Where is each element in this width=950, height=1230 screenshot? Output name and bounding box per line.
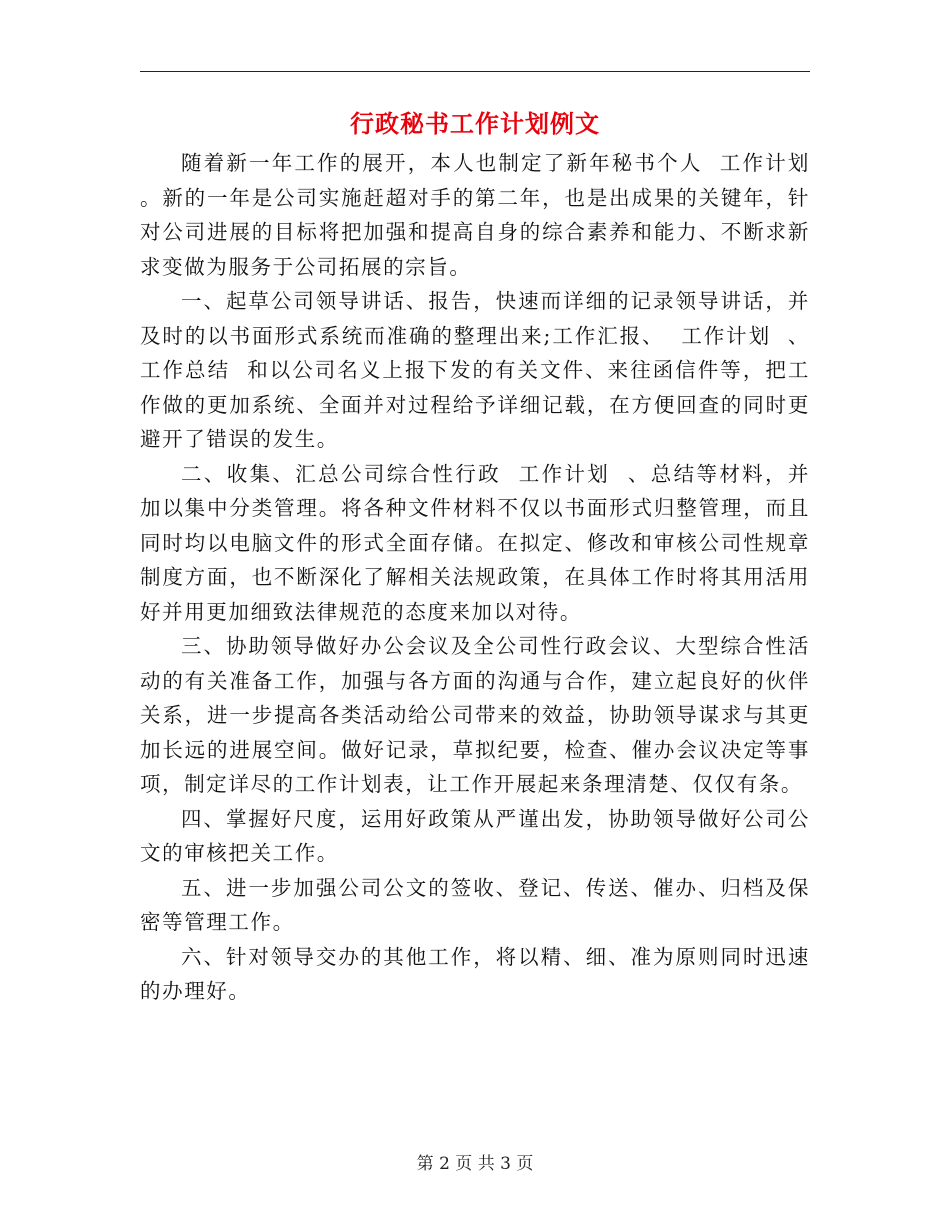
paragraph-intro: 随着新一年工作的展开，本人也制定了新年秘书个人 工作计划 。新的一年是公司实施赶超对手的第二年，也是出成果的关键年，针对公司进展的目标将把加强和提高自身的综合素养和能力、不断求新求变做为服务于公司拓展的宗旨。 <box>140 151 827 279</box>
paragraph-item-1: 一、起草公司领导讲话、报告，快速而详细的记录领导讲话，并及时的以书面形式系统而准确的整理出来;工作汇报、 工作计划 、 工作总结 和以公司名义上报下发的有关文件、来往函信件等，把工作做的更加系统、全面并对过程给予详细记载，在方便回查的同时更避开了错误的发生。 <box>140 289 827 451</box>
paragraph-item-2: 二、收集、汇总公司综合性行政 工作计划 、总结等材料，并加以集中分类管理。将各种文件材料不仅以书面形式归整管理，而且同时均以电脑文件的形式全面存储。在拟定、修改和审核公司性规章制度方面，也不断深化了解相关法规政策，在具体工作时将其用活用好并用更加细致法律规范的态度来加以对待。 <box>140 461 810 624</box>
paragraph-item-5: 五、进一步加强公司公文的签收、登记、传送、催办、归档及保密等管理工作。 <box>140 875 810 934</box>
header-rule <box>140 71 810 72</box>
paragraph-item-3: 三、协助领导做好办公会议及全公司性行政会议、大型综合性活动的有关准备工作，加强与各方面的沟通与合作，建立起良好的伙伴关系，进一步提高各类活动给公司带来的效益，协助领导谋求与其更加长远的进展空间。做好记录，草拟纪要，检查、催办会议决定等事项，制定详尽的工作计划表，让工作开展起来条理清楚、仅仅有条。 <box>140 634 810 796</box>
paragraph-item-4: 四、掌握好尺度，运用好政策从严谨出发，协助领导做好公司公文的审核把关工作。 <box>140 806 810 865</box>
document-body <box>140 146 827 1009</box>
document-title: 行政秘书工作计划例文 <box>350 109 600 138</box>
page-number-footer: 第 2 页 共 3 页 <box>416 1154 534 1174</box>
paragraph-item-6: 六、针对领导交办的其他工作，将以精、细、准为原则同时迅速的办理好。 <box>140 944 810 1003</box>
